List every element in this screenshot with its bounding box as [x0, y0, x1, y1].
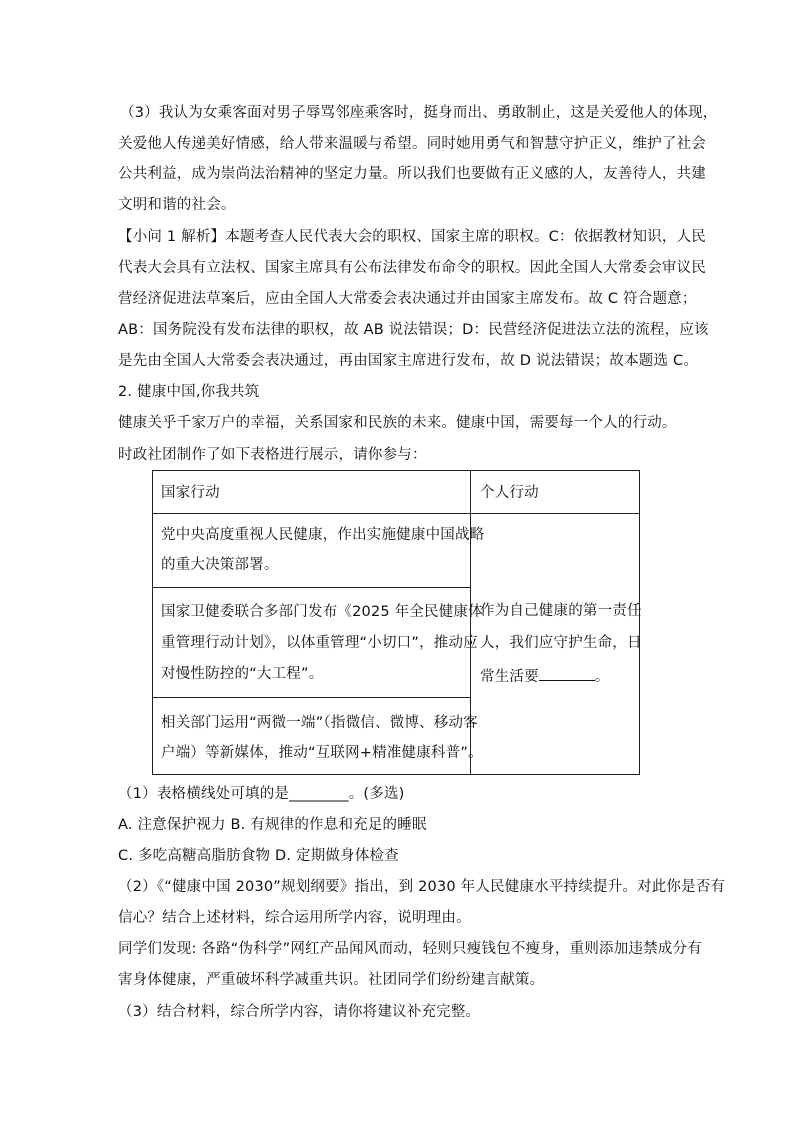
paragraph-line: 【小问 1 解析】本题考查人民代表大会的职权、国家主席的职权。C：依据教材知识，人民: [118, 229, 706, 245]
paragraph-line: 是先由全国人大常委会表决通过，再由国家主席进行发布，故 D 说法错误；故本题选 C。: [118, 353, 699, 369]
table-cell-line: 党中央高度重视人民健康，作出实施健康中国战略: [161, 527, 485, 543]
table-cell-line: 作为自己健康的第一责任: [480, 603, 642, 619]
answer-blank: [539, 665, 595, 681]
paragraph-line: （3）我认为女乘客面对男子辱骂邻座乘客时，挺身而出、勇敢制止，这是关爱他人的体现，: [120, 105, 718, 121]
paragraph-line: 关爱他人传递美好情感，给人带来温暖与希望。同时她用勇气和智慧守护正义，维护了社会: [118, 136, 706, 152]
table-cell-line: 国家卫健委联合多部门发布《2025 年全民健康体: [161, 604, 483, 620]
paragraph-line: 营经济促进法草案后，应由全国人大常委会表决通过并由国家主席发布。故 C 符合题意；: [118, 291, 697, 307]
paragraph-line: 同学们发现: 各路“伪科学”网红产品闻风而动，轻则只瘦钱包不瘦身，重则添加违禁成分有: [118, 941, 702, 957]
table-header-national: 国家行动: [161, 485, 220, 501]
table-divider: [153, 697, 470, 698]
paragraph-line: 代表大会具有立法权、国家主席具有公布法律发布命令的职权。因此全国人大常委会审议民: [118, 260, 706, 276]
question-line: 信心？结合上述材料，综合运用所学内容，说明理由。: [118, 910, 471, 926]
paragraph-line: 害身体健康，严重破坏科学减重共识。社团同学们纷纷建言献策。: [118, 972, 545, 988]
paragraph-line: AB：国务院没有发布法律的职权，故 AB 说法错误；D：民营经济促进法立法的流程，应该: [118, 322, 709, 338]
table-cell-text: 。: [594, 669, 610, 685]
table-cell-line: 的重大决策部署。: [161, 557, 279, 573]
table-cell-line: [480, 665, 610, 687]
question-line: （2）《“健康中国 2030”规划纲要》指出，到 2030 年人民健康水平持续提升。对此你是否有: [118, 879, 726, 895]
paragraph-line: 公共利益，成为崇尚法治精神的坚定力量。所以我们也要做有正义感的人，友善待人，共建: [118, 166, 706, 182]
table-cell-line: 人，我们应守护生命，日: [480, 635, 642, 651]
table-cell-text: 常生活要: [480, 669, 539, 685]
question-line: （1）表格横线处可填的是________。(多选): [118, 786, 405, 802]
option-line: C. 多吃高糖高脂肪食物 D. 定期做身体检查: [118, 848, 399, 864]
paragraph-line: 时政社团制作了如下表格进行展示，请你参与：: [118, 447, 427, 463]
table-cell-line: 重管理行动计划》，以体重管理“小切口”，推动应: [161, 635, 478, 651]
table-header-personal: 个人行动: [480, 485, 539, 501]
table-divider: [153, 513, 639, 514]
table-divider: [153, 587, 470, 588]
action-table: [152, 470, 640, 775]
question-heading: 2. 健康中国,你我共筑: [118, 384, 260, 400]
paragraph-line: 健康关乎千家万户的幸福，关系国家和民族的未来。健康中国，需要每一个人的行动。: [118, 415, 677, 431]
question-line: （3）结合材料，综合所学内容，请你将建议补充完整。: [118, 1004, 481, 1020]
table-cell-line: 户端）等新媒体，推动“互联网+精准健康科普”。: [161, 745, 483, 761]
paragraph-line: 文明和谐的社会。: [118, 197, 236, 213]
table-cell-line: 相关部门运用“两微一端”（指微信、微博、移动客: [161, 715, 478, 731]
option-line: A. 注意保护视力 B. 有规律的作息和充足的睡眠: [118, 817, 427, 833]
table-cell-line: 对慢性防控的“大工程”。: [161, 666, 324, 682]
